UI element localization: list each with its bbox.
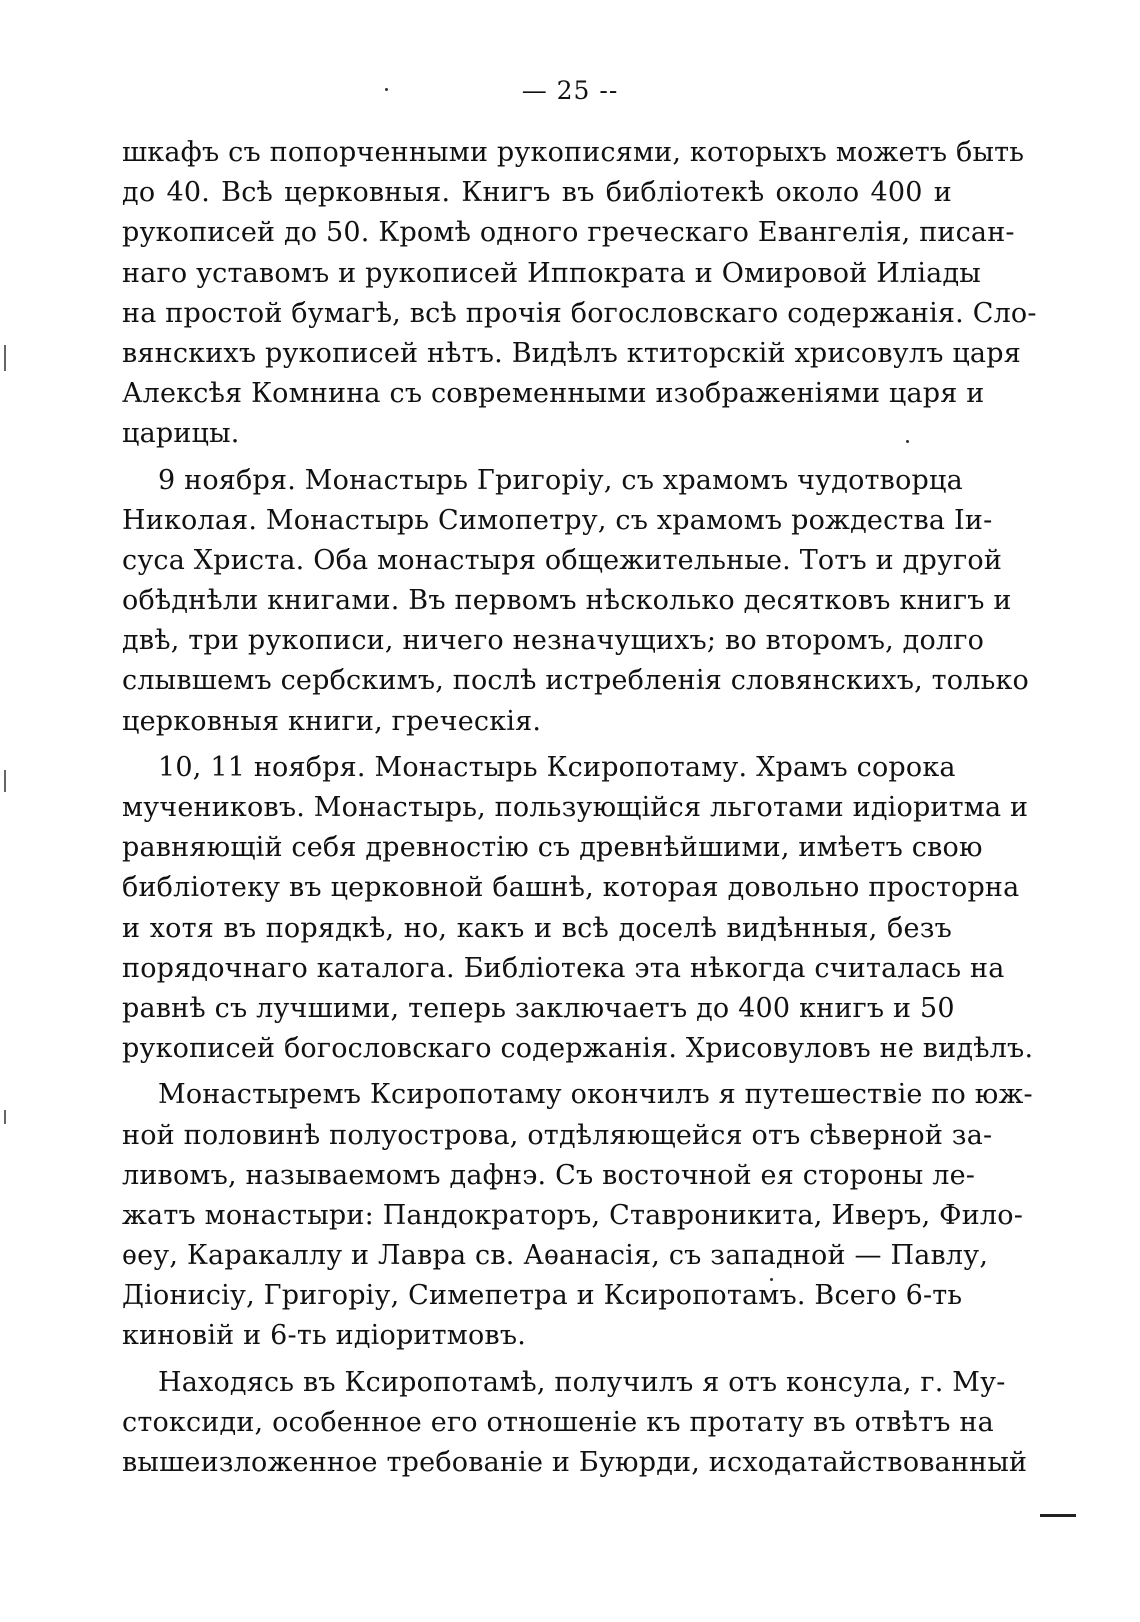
text-line: Николая. Монастырь Симопетру, съ храмомъ рождества Іи- (122, 504, 993, 536)
text-line: порядочнаго каталога. Библіотека эта нѣкогда считалась на (122, 952, 1005, 984)
text-line: ливомъ, называемомъ дафнэ. Съ восточной ея стороны ле- (122, 1159, 976, 1191)
text-line: рукописей богословскаго содержанія. Хрисовуловъ не видѣлъ. (122, 1033, 1034, 1065)
paragraph (122, 133, 1037, 455)
text-line: слывшемъ сербскимъ, послѣ истребленія словянскихъ, только (122, 665, 1030, 697)
margin-scan-mark (4, 1110, 6, 1124)
text-line: церковныя книги, греческія. (122, 705, 542, 737)
text-line: ѳеу, Каракаллу и Лавра св. Аѳанасія, съ западной — Павлу, (122, 1240, 989, 1272)
page-edge-dash (1040, 1514, 1076, 1517)
page-number: — 25 -- (521, 76, 619, 105)
text-line: шкафъ съ попорченными рукописями, которыхъ можетъ быть (122, 137, 1025, 168)
text-line: 10, 11 ноября. Монастырь Ксиропотаму. Храмъ сорока (158, 751, 956, 783)
paragraph (122, 1075, 1033, 1356)
paragraph (122, 1363, 1028, 1484)
text-line: рукописей до 50. Кромѣ одного греческаго Евангелія, писан- (122, 217, 1015, 249)
text-line: суса Христа. Оба монастыря общежительные. Тотъ и другой (122, 544, 1003, 576)
text-line: Алексѣя Комнина съ современными изображеніями царя и (122, 378, 985, 410)
text-line: наго уставомъ и рукописей Иппократа и Омировой Иліады (122, 257, 981, 289)
text-line: вышеизложенное требованіе и Буюрди, исходатайствованный (122, 1447, 1028, 1478)
text-line: библіотеку въ церковной башнѣ, которая довольно просторна (122, 872, 1020, 904)
text-line: киновій и 6-ть идіоритмовъ. (122, 1320, 526, 1352)
text-line: 9 ноября. Монастырь Григоріу, съ храмомъ чудотворца (158, 464, 963, 496)
text-line: царицы. (122, 418, 240, 450)
body-text (122, 133, 1037, 1483)
text-line: на простой бумагѣ, всѣ прочія богословскаго содержанія. Сло- (122, 297, 1037, 329)
margin-scan-mark (4, 770, 6, 792)
text-line: ной половинѣ полуострова, отдѣляющейся отъ сѣверной за- (122, 1119, 993, 1151)
text-line: Діонисіу, Григоріу, Симепетра и Ксиропотамъ. Всего 6-ть (122, 1280, 963, 1312)
paragraph (122, 748, 1034, 1070)
text-line: Находясь въ Ксиропотамѣ, получилъ я отъ консула, г. Му- (158, 1366, 1006, 1398)
text-line: мучениковъ. Монастырь, пользующійся льготами идіоритма и (122, 792, 1029, 823)
text-line: и хотя въ порядкѣ, но, какъ и всѣ доселѣ видѣнныя, безъ (122, 912, 952, 944)
text-line: жатъ монастыри: Пандократоръ, Ставроникита, Иверъ, Фило- (122, 1199, 1024, 1231)
text-line: до 40. Всѣ церковныя. Книгъ въ библіотекѣ около 400 и (122, 177, 952, 209)
text-line: вянскихъ рукописей нѣтъ. Видѣлъ ктиторскій хрисовулъ царя (122, 337, 1021, 369)
text-line: равняющій себя древностію съ древнѣйшими, имѣетъ свою (122, 832, 983, 864)
text-line: стоксиди, особенное его отношеніе къ протату въ отвѣтъ на (122, 1406, 994, 1438)
text-line: Монастыремъ Ксиропотаму окончилъ я путешествіе по юж- (158, 1079, 1033, 1111)
text-line: двѣ, три рукописи, ничего незначущихъ; во второмъ, долго (122, 625, 985, 657)
text-line: обѣднѣли книгами. Въ первомъ нѣсколько десятковъ книгъ и (122, 585, 1012, 617)
scan-speck (385, 88, 388, 91)
margin-scan-mark (4, 345, 6, 371)
text-line: равнѣ съ лучшими, теперь заключаетъ до 400 книгъ и 50 (122, 992, 955, 1024)
paragraph (122, 461, 1030, 742)
